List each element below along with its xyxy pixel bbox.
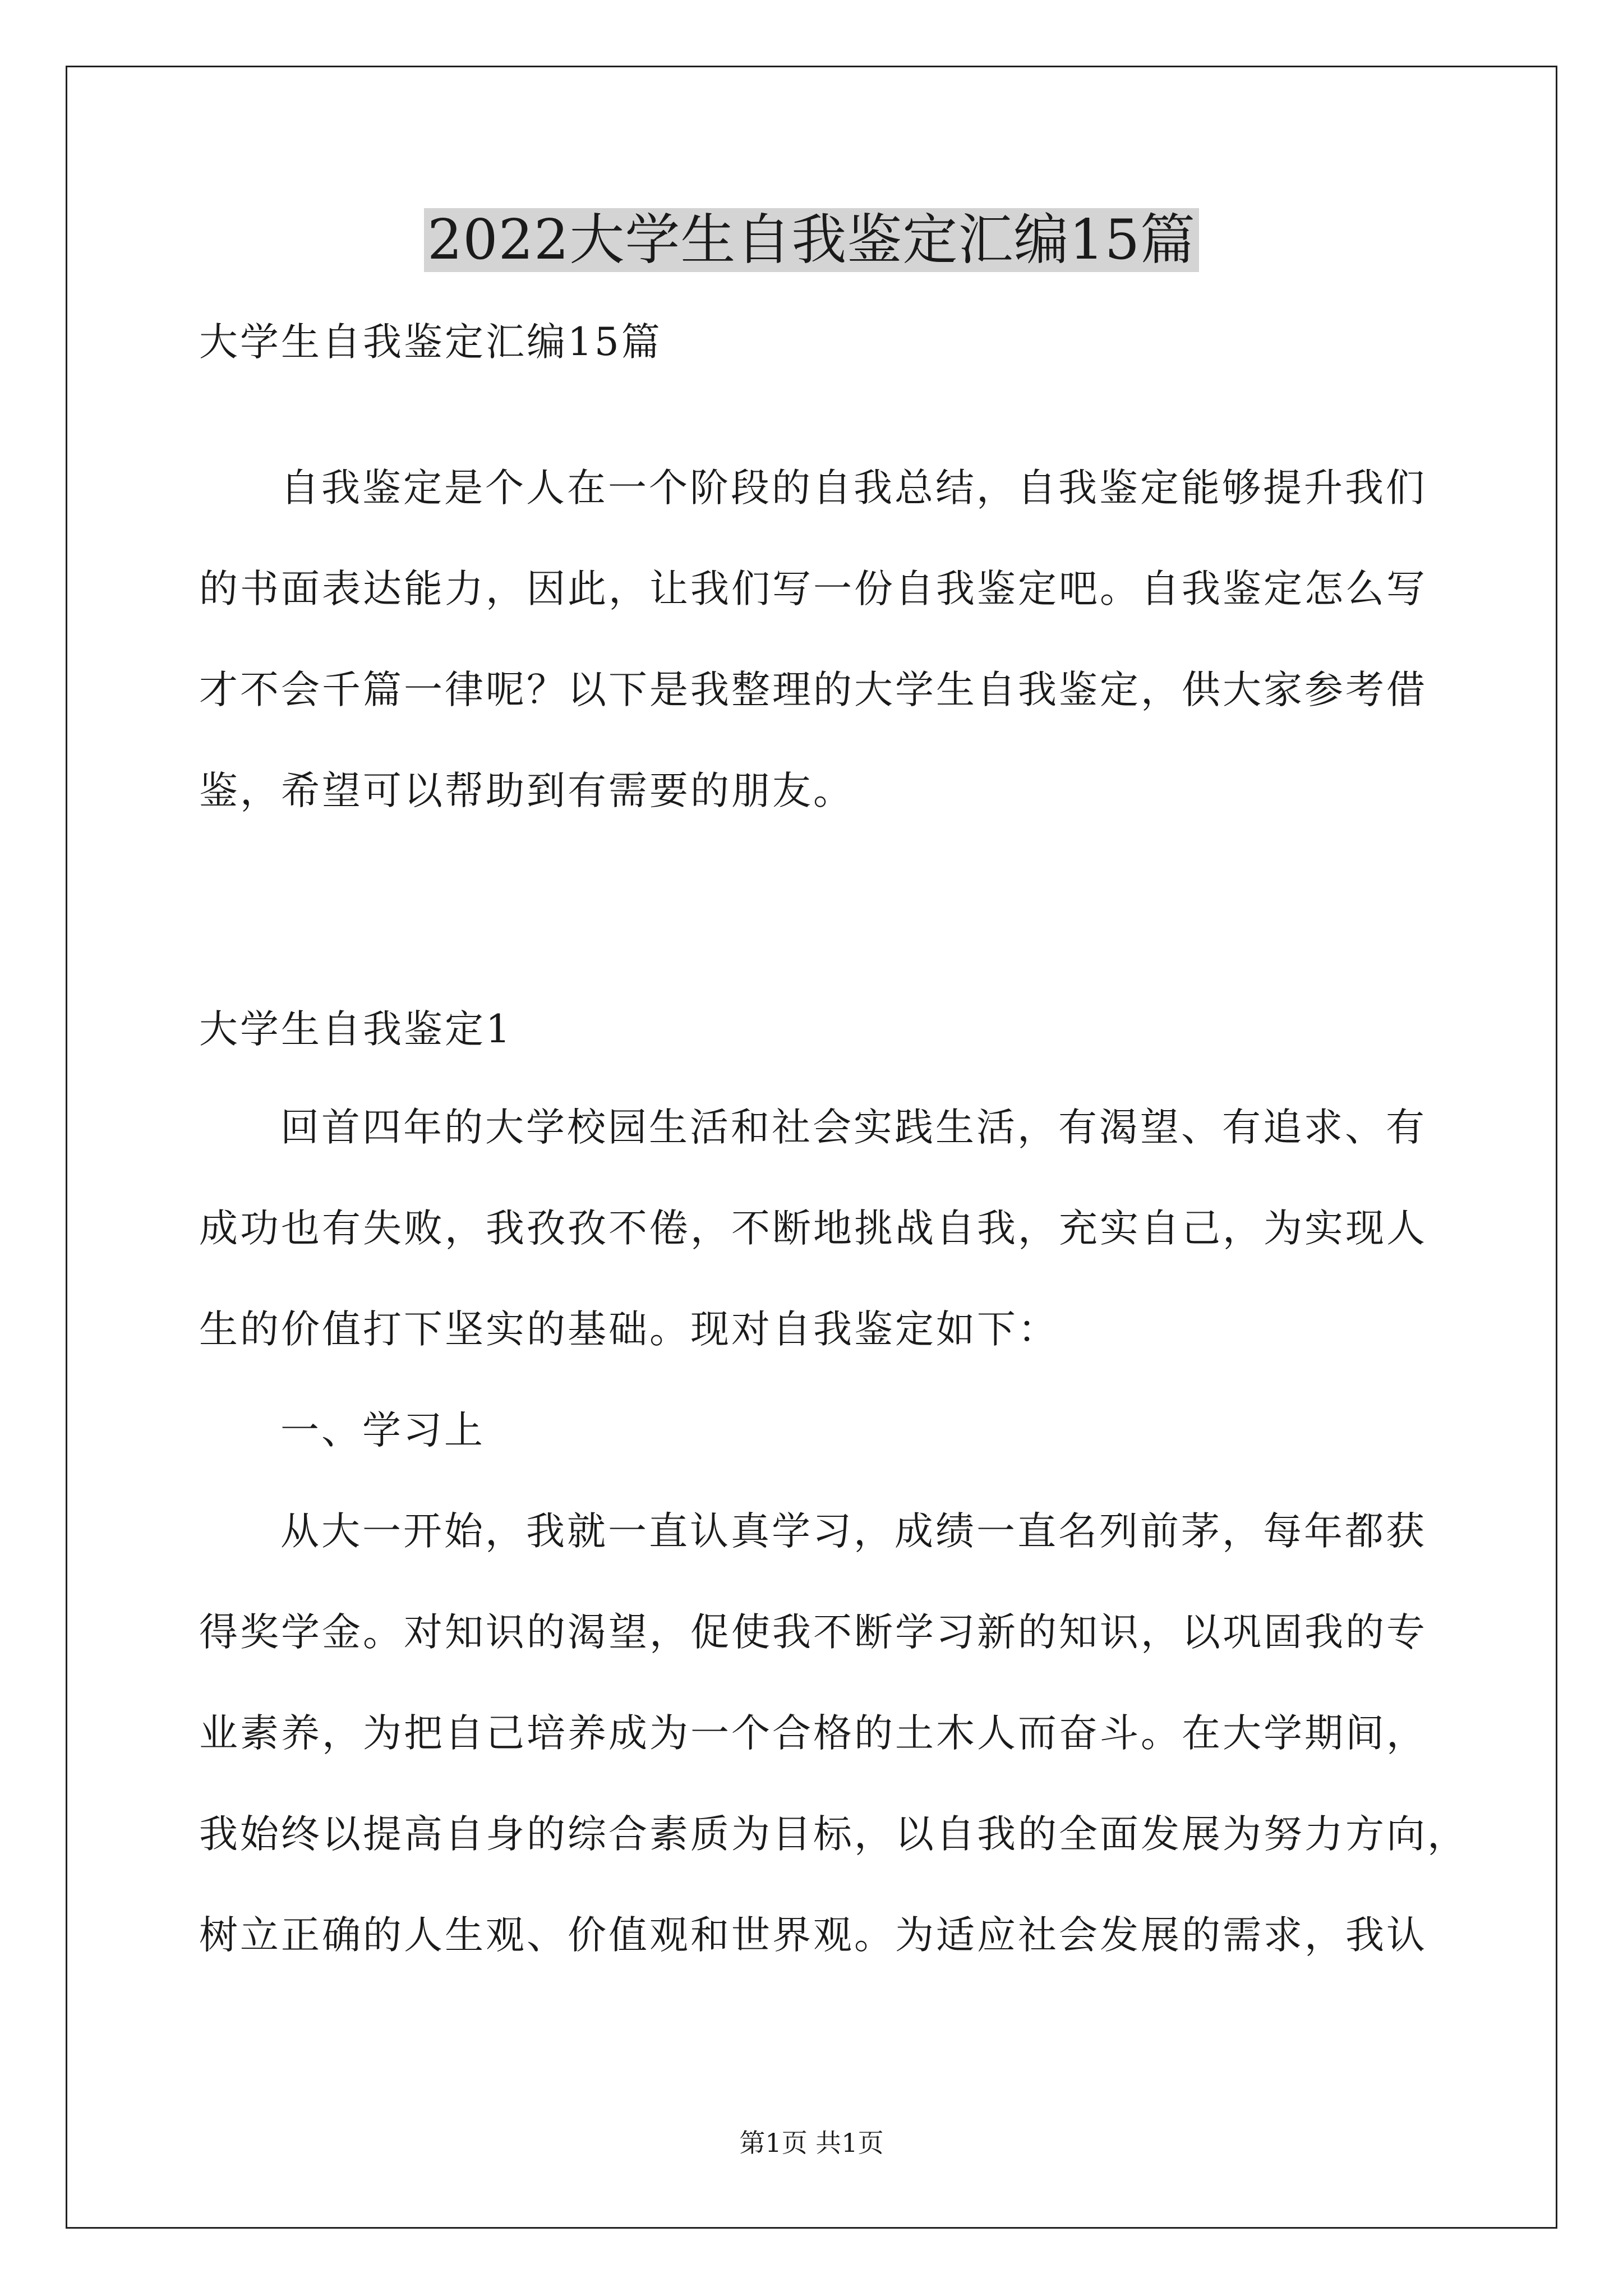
document-title-text: 2022大学生自我鉴定汇编15篇: [424, 208, 1199, 272]
paragraph-line: 生的价值打下坚实的基础。现对自我鉴定如下：: [199, 1307, 1059, 1352]
paragraph-line: 业素养，为把自己培养成为一个合格的土木人而奋斗。在大学期间，: [199, 1711, 1427, 1756]
paragraph-line: 从大一开始，我就一直认真学习，成绩一直名列前茅，每年都获: [280, 1509, 1427, 1554]
paragraph-line: 得奖学金。对知识的渴望，促使我不断学习新的知识，以巩固我的专: [199, 1610, 1427, 1655]
document-title: [0, 201, 1623, 279]
paragraph-line: 鉴，希望可以帮助到有需要的朋友。: [199, 769, 854, 813]
paragraph-line: 我始终以提高自身的综合素质为目标，以自我的全面发展为努力方向，: [199, 1812, 1468, 1857]
section-heading: 大学生自我鉴定1: [199, 1007, 513, 1052]
paragraph-line: 成功也有失败，我孜孜不倦，不断地挑战自我，充实自己，为实现人: [199, 1206, 1427, 1251]
paragraph-line: 的书面表达能力，因此，让我们写一份自我鉴定吧。自我鉴定怎么写: [199, 567, 1427, 611]
paragraph-line: 才不会千篇一律呢？以下是我整理的大学生自我鉴定，供大家参考借: [199, 668, 1427, 712]
paragraph-line: 树立正确的人生观、价值观和世界观。为适应社会发展的需求，我认: [199, 1913, 1427, 1958]
paragraph-line: 回首四年的大学校园生活和社会实践生活，有渴望、有追求、有: [280, 1105, 1427, 1150]
paragraph-line: 自我鉴定是个人在一个阶段的自我总结，自我鉴定能够提升我们: [280, 466, 1427, 510]
page-footer: 第1页 共1页: [739, 2128, 884, 2158]
subsection-heading: 一、学习上: [280, 1408, 485, 1453]
subtitle-line: 大学生自我鉴定汇编15篇: [199, 320, 662, 365]
